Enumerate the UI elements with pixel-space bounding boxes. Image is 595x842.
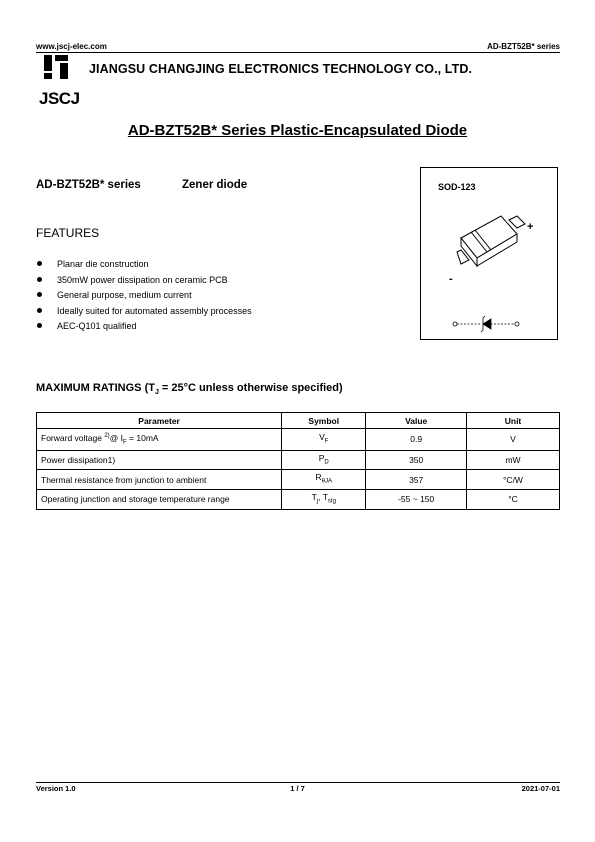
zener-diode-symbol-icon bbox=[453, 316, 519, 332]
anode-plus-label: + bbox=[527, 221, 534, 233]
symbol-cell: $R_{\theta JA}$ bbox=[282, 470, 366, 490]
unit-cell: V bbox=[467, 429, 560, 451]
symbol-cell: $T_j$, $T_{stg}$ bbox=[282, 489, 366, 509]
value-cell: 350 bbox=[366, 450, 467, 470]
feature-item: 350mW power dissipation on ceramic PCB bbox=[36, 273, 252, 289]
table-row bbox=[37, 489, 560, 509]
table-row bbox=[37, 450, 560, 470]
unit-cell: °C bbox=[467, 489, 560, 509]
product-type: Zener diode bbox=[182, 179, 248, 191]
company-name: JIANGSU CHANGJING ELECTRONICS TECHNOLOGY CO., LTD. bbox=[89, 62, 473, 76]
feature-item: Planar die construction bbox=[36, 257, 252, 273]
feature-item: AEC-Q101 qualified bbox=[36, 319, 252, 335]
logo-text: JSCJ bbox=[39, 89, 80, 106]
bullet-icon bbox=[37, 277, 42, 282]
bullet-icon bbox=[37, 308, 42, 313]
document-title bbox=[0, 122, 595, 139]
footer-date: 2021-07-01 bbox=[521, 784, 560, 793]
footer-page-number: 1 / 7 bbox=[290, 784, 305, 793]
document-title-text: AD-BZT52B* Series Plastic-Encapsulated Diode bbox=[127, 122, 468, 139]
package-drawing bbox=[421, 200, 557, 338]
param-cell: Power dissipation1) bbox=[37, 450, 282, 470]
symbol-cell: $V_F$ bbox=[282, 429, 366, 451]
header-website: www.jscj-elec.com bbox=[36, 42, 107, 51]
table-row bbox=[37, 429, 560, 451]
value-cell: -55 ~ 150 bbox=[366, 489, 467, 509]
footer-divider bbox=[36, 782, 560, 783]
cathode-minus-label: - bbox=[449, 273, 453, 285]
value-cell: 357 bbox=[366, 470, 467, 490]
table-header-row bbox=[37, 413, 560, 429]
feature-item: Ideally suited for automated assembly processes bbox=[36, 304, 252, 320]
bullet-icon bbox=[37, 292, 42, 297]
ratings-table bbox=[36, 412, 560, 510]
table-row bbox=[37, 470, 560, 490]
product-series: AD-BZT52B* series bbox=[36, 179, 141, 191]
bullet-icon bbox=[37, 261, 42, 266]
features-list bbox=[36, 257, 252, 335]
value-cell: 0.9 bbox=[366, 429, 467, 451]
col-unit: Unit bbox=[467, 413, 560, 429]
bullet-icon bbox=[37, 323, 42, 328]
footer-version: Version 1.0 bbox=[36, 784, 76, 793]
features-heading: FEATURES bbox=[36, 226, 100, 240]
symbol-cell: $P_D$ bbox=[282, 450, 366, 470]
param-cell: Operating junction and storage temperature range bbox=[37, 489, 282, 509]
feature-item: General purpose, medium current bbox=[36, 288, 252, 304]
col-parameter: Parameter bbox=[37, 413, 282, 429]
sod123-package-icon bbox=[457, 216, 525, 266]
unit-cell: mW bbox=[467, 450, 560, 470]
param-cell: Thermal resistance from junction to ambient bbox=[37, 470, 282, 490]
package-name: SOD-123 bbox=[438, 182, 476, 192]
header-divider bbox=[36, 52, 560, 53]
header-series: AD-BZT52B* series bbox=[487, 42, 560, 51]
col-symbol: Symbol bbox=[282, 413, 366, 429]
col-value: Value bbox=[366, 413, 467, 429]
param-cell: Forward voltage $^{2)}$@ $I_F = 10mA$ bbox=[37, 429, 282, 451]
unit-cell: °C/W bbox=[467, 470, 560, 490]
ratings-heading: MAXIMUM RATINGS ($T_J = 25^\circ C$ unless otherwise specified) bbox=[36, 382, 343, 397]
jscj-logo bbox=[38, 54, 82, 106]
